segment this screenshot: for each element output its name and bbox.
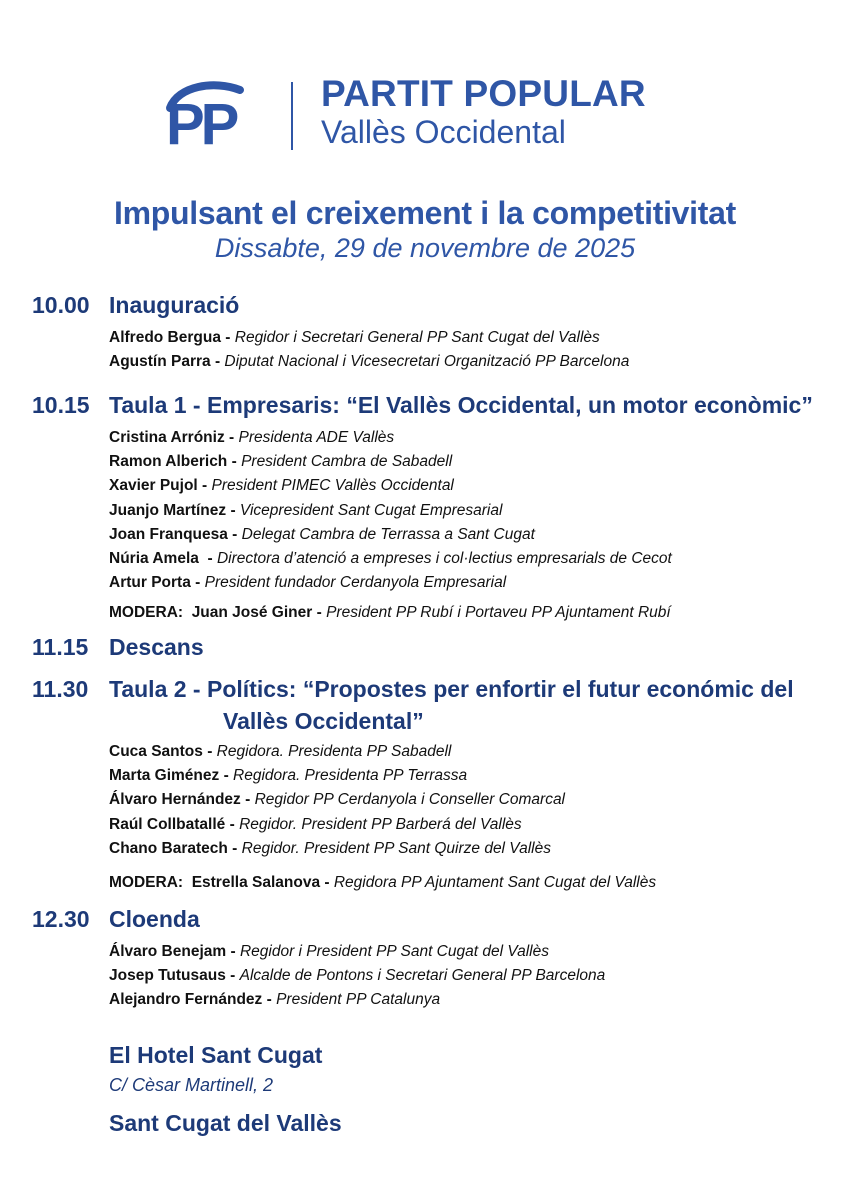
session-title: Taula 2 - Polítics: “Propostes per enfortir el futur económic del bbox=[109, 676, 794, 702]
speaker-list bbox=[109, 740, 794, 895]
speaker: Marta Giménez - Regidora. Presidenta PP Terrassa bbox=[109, 767, 468, 785]
venue-name: El Hotel Sant Cugat bbox=[109, 1042, 323, 1068]
pp-logo bbox=[156, 78, 266, 150]
pp-logo-icon bbox=[156, 78, 266, 150]
speaker: Núria Amela - Directora d’atenció a empreses i col·lectius empresarials de Cecot bbox=[109, 549, 672, 567]
session-time: 12.30 bbox=[32, 906, 90, 932]
session-time: 11.30 bbox=[32, 676, 89, 702]
session-title: Inauguració bbox=[109, 292, 240, 318]
session-time: 10.15 bbox=[32, 392, 90, 418]
speaker-list bbox=[109, 940, 605, 1013]
speaker: Agustín Parra - Diputat Nacional i Vicesecretari Organització PP Barcelona bbox=[109, 353, 630, 371]
speaker: Alejandro Fernández - President PP Catalunya bbox=[109, 991, 441, 1009]
speaker: Josep Tutusaus - Alcalde de Pontons i Secretari General PP Barcelona bbox=[109, 967, 606, 985]
speaker: Raúl Collbatallé - Regidor. President PP Barberá del Vallès bbox=[109, 815, 522, 833]
moderator: MODERA: Estrella Salanova - Regidora PP Ajuntament Sant Cugat del Vallès bbox=[109, 873, 657, 891]
speaker: Artur Porta - President fundador Cerdanyola Empresarial bbox=[109, 574, 507, 592]
session-title: Cloenda bbox=[109, 906, 200, 932]
moderator: MODERA: Juan José Giner - President PP Rubí i Portaveu PP Ajuntament Rubí bbox=[109, 604, 671, 622]
speaker: Alfredo Bergua - Regidor i Secretari General PP Sant Cugat del Vallès bbox=[109, 329, 600, 346]
session-cloenda bbox=[32, 906, 605, 1013]
session-taula-1 bbox=[32, 392, 813, 625]
session-taula-2 bbox=[32, 676, 794, 895]
venue bbox=[109, 1040, 342, 1138]
speaker: Álvaro Benejam - Regidor i President PP Sant Cugat del Vallès bbox=[109, 943, 549, 960]
event-date: Dissabte, 29 de novembre de 2025 bbox=[214, 233, 636, 263]
party-name: PARTIT POPULAR bbox=[321, 73, 646, 114]
speaker: Xavier Pujol - President PIMEC Vallès Occidental bbox=[109, 477, 454, 495]
session-title: Descans bbox=[109, 634, 204, 660]
session-descans bbox=[32, 634, 204, 664]
speaker: Chano Baratech - Regidor. President PP Sant Quirze del Vallès bbox=[109, 839, 551, 857]
pp-logo-text: PP bbox=[166, 92, 236, 150]
session-inauguracio bbox=[32, 292, 629, 374]
session-time: 11.15 bbox=[32, 634, 89, 660]
speaker: Álvaro Hernández - Regidor PP Cerdanyola i Conseller Comarcal bbox=[109, 791, 566, 809]
speaker-list bbox=[109, 326, 629, 374]
speaker: Cristina Arróniz - Presidenta ADE Vallès bbox=[109, 429, 395, 446]
venue-address: C/ Cèsar Martinell, 2 bbox=[109, 1075, 274, 1095]
session-title-line2: Vallès Occidental” bbox=[223, 708, 424, 734]
party-region: Vallès Occidental bbox=[321, 114, 566, 150]
event-title: Impulsant el creixement i la competitivitat bbox=[114, 195, 736, 231]
speaker: Juanjo Martínez - Vicepresident Sant Cugat Empresarial bbox=[109, 501, 503, 519]
speaker: Ramon Alberich - President Cambra de Sabadell bbox=[109, 453, 453, 471]
speaker: Joan Franquesa - Delegat Cambra de Terrassa a Sant Cugat bbox=[109, 525, 535, 543]
session-time: 10.00 bbox=[32, 292, 90, 318]
logo-divider bbox=[291, 82, 293, 150]
speaker-list bbox=[109, 426, 813, 625]
session-title: Taula 1 - Empresaris: “El Vallès Occidental, un motor econòmic” bbox=[109, 392, 813, 418]
speaker: Cuca Santos - Regidora. Presidenta PP Sabadell bbox=[109, 743, 452, 760]
venue-city: Sant Cugat del Vallès bbox=[109, 1110, 342, 1136]
